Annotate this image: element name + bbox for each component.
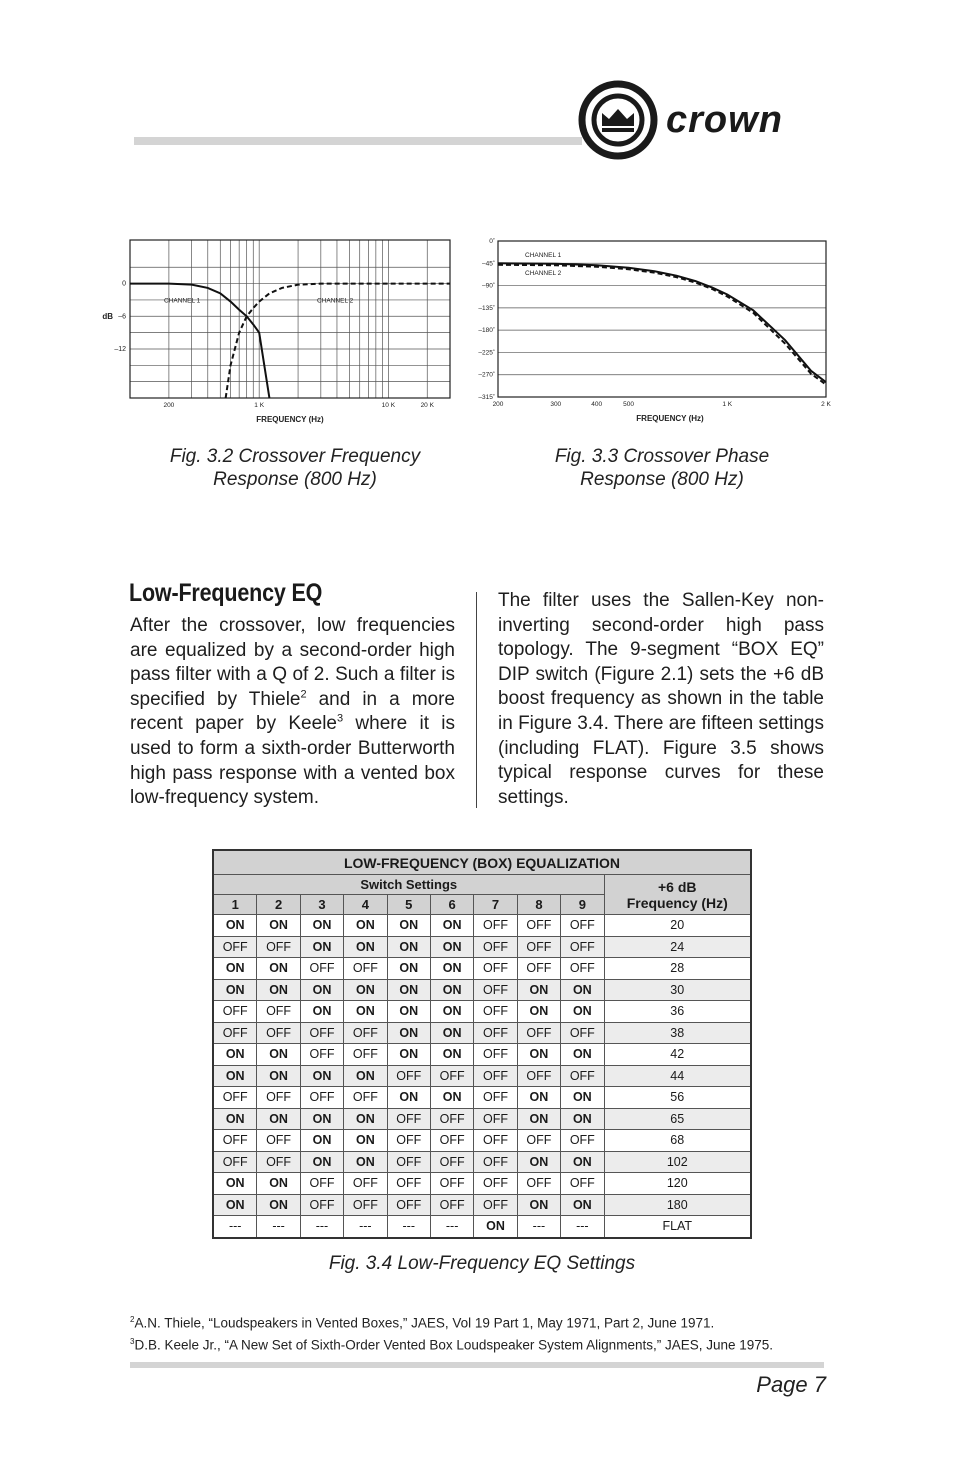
switch-cell: ---: [300, 1216, 343, 1238]
switch-cell: ON: [344, 915, 387, 937]
table-row: [213, 1044, 751, 1066]
series-label-channel-1: CHANNEL 1: [164, 297, 201, 305]
x-tick-label: 2 K: [821, 401, 831, 408]
header-rule: [134, 137, 582, 145]
switch-cell: ON: [257, 979, 300, 1001]
crossover-phase-chart: [470, 230, 840, 430]
switch-number-5: 5: [387, 895, 430, 915]
switch-cell: ON: [430, 958, 473, 980]
switch-cell: ON: [213, 1194, 257, 1216]
switch-cell: ON: [257, 915, 300, 937]
frequency-cell: 44: [604, 1065, 751, 1087]
y-tick-label: –270˚: [478, 371, 495, 379]
switch-cell: ---: [561, 1216, 604, 1238]
frequency-cell: 102: [604, 1151, 751, 1173]
switch-cell: OFF: [213, 1087, 257, 1109]
switch-cell: OFF: [430, 1173, 473, 1195]
switch-cell: ON: [561, 1194, 604, 1216]
switch-cell: OFF: [474, 979, 517, 1001]
switch-cell: ON: [344, 936, 387, 958]
switch-cell: ON: [430, 1022, 473, 1044]
switch-number-8: 8: [517, 895, 560, 915]
switch-cell: ON: [257, 1194, 300, 1216]
body-column-left: After the crossover, low frequencies are equalized by a second-order high pass filter with a Q of 2. Such a filter is specified by Thiele$^2$ and in a more recent paper by Keele$^3$ where it is used to form a sixth-order Butterworth high pass response with a vented box low-frequency system.: [130, 615, 455, 809]
switch-cell: ON: [430, 1087, 473, 1109]
body-column-right: The filter uses the Sallen-Key non-inverting second-order high pass topology. The 9-segment “BOX EQ” DIP switch (Figure 2.1) sets the +6 dB boost frequency as shown in the table in Figure 3.4. There are fifteen settings (including FLAT). Figure 3.5 shows typical response curves for these settings.: [498, 590, 824, 808]
table-row: [213, 1065, 751, 1087]
switch-cell: OFF: [213, 1022, 257, 1044]
footnote-2: $^2$A.N. Thiele, “Loudspeakers in Vented Boxes,” JAES, Vol 19 Part 1, May 1971, Part 2, June 1971.: [130, 1315, 715, 1331]
switch-cell: ON: [474, 1216, 517, 1238]
table-row: [213, 958, 751, 980]
switch-cell: ---: [387, 1216, 430, 1238]
switch-cell: ---: [430, 1216, 473, 1238]
switch-cell: ON: [561, 979, 604, 1001]
switch-cell: OFF: [517, 915, 560, 937]
switch-cell: ON: [387, 1022, 430, 1044]
frequency-cell: 36: [604, 1001, 751, 1023]
switch-cell: ON: [257, 1044, 300, 1066]
switch-cell: OFF: [344, 1194, 387, 1216]
fig32-caption: Fig. 3.2 Crossover Frequency Response (800 Hz): [169, 446, 421, 490]
switch-cell: ON: [430, 1044, 473, 1066]
x-tick-label: 1 K: [254, 402, 265, 409]
frequency-header: +6 dB Frequency (Hz): [604, 875, 751, 915]
switch-cell: OFF: [474, 1194, 517, 1216]
switch-cell: ON: [387, 1001, 430, 1023]
switch-cell: OFF: [474, 1151, 517, 1173]
switch-cell: OFF: [561, 915, 604, 937]
y-tick-label: 0˚: [489, 238, 495, 245]
switch-cell: OFF: [517, 1130, 560, 1152]
switch-cell: OFF: [561, 1173, 604, 1195]
switch-cell: ON: [344, 1130, 387, 1152]
switch-cell: ON: [300, 1065, 343, 1087]
switch-cell: ON: [517, 1151, 560, 1173]
series-label-channel-1: CHANNEL 1: [525, 252, 562, 259]
switch-cell: OFF: [474, 1130, 517, 1152]
x-tick-label: 10 K: [381, 402, 396, 409]
switch-cell: OFF: [517, 936, 560, 958]
switch-cell: ON: [300, 1108, 343, 1130]
switch-cell: ON: [387, 979, 430, 1001]
switch-cell: OFF: [213, 1001, 257, 1023]
switch-cell: ON: [344, 979, 387, 1001]
x-tick-label: 500: [623, 401, 634, 408]
switch-number-4: 4: [344, 895, 387, 915]
table-row: [213, 1173, 751, 1195]
y-tick-label: –135˚: [478, 304, 495, 312]
switch-cell: OFF: [387, 1151, 430, 1173]
brand-wordmark: crown: [666, 99, 783, 141]
y-tick-label: –6: [118, 313, 126, 321]
switch-cell: ON: [300, 1001, 343, 1023]
switch-cell: OFF: [344, 1044, 387, 1066]
x-tick-label: 300: [550, 401, 562, 408]
switch-cell: ON: [300, 1151, 343, 1173]
switch-cell: OFF: [387, 1130, 430, 1152]
switch-cell: ON: [517, 1194, 560, 1216]
crown-logo: [578, 80, 838, 160]
frequency-cell: 20: [604, 915, 751, 937]
switch-cell: ON: [517, 1001, 560, 1023]
x-axis-label: FREQUENCY (Hz): [256, 415, 324, 424]
switch-cell: OFF: [213, 1130, 257, 1152]
switch-cell: OFF: [344, 958, 387, 980]
x-tick-label: 400: [591, 401, 603, 408]
switch-cell: OFF: [387, 1108, 430, 1130]
y-tick-label: 0: [122, 280, 126, 288]
switch-cell: OFF: [517, 1065, 560, 1087]
switch-cell: ON: [344, 1001, 387, 1023]
frequency-cell: 42: [604, 1044, 751, 1066]
switch-settings-header: Switch Settings: [213, 875, 604, 895]
switch-cell: ON: [387, 936, 430, 958]
switch-cell: OFF: [300, 958, 343, 980]
table-row: [213, 1216, 751, 1238]
switch-cell: OFF: [344, 1173, 387, 1195]
table-row: [213, 979, 751, 1001]
switch-cell: ON: [213, 1108, 257, 1130]
frequency-cell: 24: [604, 936, 751, 958]
crown-icon: [602, 109, 634, 126]
switch-cell: ON: [517, 979, 560, 1001]
switch-cell: OFF: [257, 1087, 300, 1109]
switch-cell: ON: [430, 915, 473, 937]
switch-cell: ON: [257, 958, 300, 980]
x-tick-label: 200: [492, 401, 504, 408]
switch-cell: ---: [344, 1216, 387, 1238]
switch-cell: ON: [561, 1001, 604, 1023]
switch-number-2: 2: [257, 895, 300, 915]
switch-cell: ON: [300, 936, 343, 958]
switch-cell: ON: [387, 1087, 430, 1109]
switch-cell: ON: [257, 1108, 300, 1130]
table-row: [213, 915, 751, 937]
switch-cell: ON: [300, 979, 343, 1001]
switch-cell: OFF: [257, 1001, 300, 1023]
frequency-cell: 65: [604, 1108, 751, 1130]
switch-cell: OFF: [300, 1087, 343, 1109]
switch-cell: OFF: [300, 1022, 343, 1044]
switch-cell: OFF: [257, 1022, 300, 1044]
switch-cell: OFF: [387, 1173, 430, 1195]
frequency-cell: 38: [604, 1022, 751, 1044]
plot-frame: [130, 240, 450, 398]
switch-cell: OFF: [517, 1022, 560, 1044]
switch-cell: OFF: [561, 936, 604, 958]
table-row: [213, 1087, 751, 1109]
frequency-cell: 28: [604, 958, 751, 980]
switch-cell: ON: [344, 1151, 387, 1173]
switch-number-6: 6: [430, 895, 473, 915]
switch-cell: ON: [387, 958, 430, 980]
frequency-cell: 56: [604, 1087, 751, 1109]
switch-cell: ON: [561, 1087, 604, 1109]
switch-cell: OFF: [213, 1151, 257, 1173]
switch-cell: OFF: [561, 1130, 604, 1152]
switch-cell: ON: [387, 1044, 430, 1066]
switch-cell: ON: [561, 1151, 604, 1173]
y-tick-label: –180˚: [478, 327, 495, 335]
switch-cell: ---: [257, 1216, 300, 1238]
y-tick-label: –90˚: [481, 282, 495, 290]
switch-cell: OFF: [561, 1022, 604, 1044]
y-axis-label: dB: [102, 311, 113, 321]
series-line-2: [498, 265, 826, 385]
switch-cell: ON: [213, 958, 257, 980]
table-row: [213, 1108, 751, 1130]
switch-number-9: 9: [561, 895, 604, 915]
switch-cell: ON: [430, 936, 473, 958]
table-row: [213, 1151, 751, 1173]
switch-cell: OFF: [257, 1130, 300, 1152]
frequency-cell: FLAT: [604, 1216, 751, 1238]
switch-cell: OFF: [474, 1108, 517, 1130]
switch-cell: ON: [213, 915, 257, 937]
crossover-frequency-chart: [90, 230, 470, 430]
switch-cell: ON: [213, 979, 257, 1001]
table-row: [213, 1022, 751, 1044]
switch-cell: ON: [344, 1108, 387, 1130]
switch-cell: OFF: [474, 1065, 517, 1087]
switch-cell: ON: [257, 1173, 300, 1195]
switch-cell: ON: [344, 1065, 387, 1087]
switch-cell: ON: [561, 1108, 604, 1130]
switch-cell: OFF: [474, 936, 517, 958]
switch-cell: ON: [430, 979, 473, 1001]
series-label-channel-2: CHANNEL 2: [317, 297, 354, 305]
x-axis-label: FREQUENCY (Hz): [636, 414, 704, 423]
x-tick-label: 1 K: [722, 401, 733, 408]
switch-cell: ON: [257, 1065, 300, 1087]
switch-number-3: 3: [300, 895, 343, 915]
table-row: [213, 936, 751, 958]
table-row: [213, 1194, 751, 1216]
column-divider: [476, 592, 477, 808]
footnote-ref-2: 2: [300, 688, 307, 701]
switch-cell: OFF: [474, 958, 517, 980]
switch-cell: ON: [561, 1044, 604, 1066]
switch-number-7: 7: [474, 895, 517, 915]
y-tick-label: –315˚: [478, 394, 495, 401]
series-line-1: [498, 263, 826, 382]
switch-cell: OFF: [430, 1108, 473, 1130]
switch-cell: OFF: [561, 958, 604, 980]
y-tick-label: –12: [114, 345, 126, 353]
frequency-cell: 68: [604, 1130, 751, 1152]
switch-cell: ON: [300, 915, 343, 937]
table-row: [213, 1130, 751, 1152]
x-tick-label: 200: [163, 402, 175, 409]
frequency-cell: 120: [604, 1173, 751, 1195]
switch-cell: ON: [517, 1108, 560, 1130]
switch-cell: OFF: [474, 1173, 517, 1195]
fig34-caption: Fig. 3.4 Low-Frequency EQ Settings: [328, 1253, 636, 1274]
switch-cell: OFF: [561, 1065, 604, 1087]
switch-cell: OFF: [474, 1022, 517, 1044]
switch-cell: OFF: [387, 1065, 430, 1087]
switch-cell: OFF: [257, 936, 300, 958]
switch-cell: ---: [517, 1216, 560, 1238]
footnote-3: $^3$D.B. Keele Jr., “A New Set of Sixth-Order Vented Box Loudspeaker System Alignments,” JAES, June 1975.: [130, 1336, 774, 1352]
switch-number-1: 1: [213, 895, 257, 915]
x-tick-label: 20 K: [420, 402, 434, 409]
switch-cell: OFF: [474, 1044, 517, 1066]
switch-cell: OFF: [387, 1194, 430, 1216]
switch-cell: OFF: [344, 1087, 387, 1109]
y-tick-label: –45˚: [481, 260, 495, 268]
frequency-cell: 180: [604, 1194, 751, 1216]
switch-cell: ON: [213, 1173, 257, 1195]
switch-cell: OFF: [213, 936, 257, 958]
page-number: Page 7: [756, 1372, 826, 1397]
fig33-caption: Fig. 3.3 Crossover Phase Response (800 Hz): [554, 446, 770, 490]
table-body: [213, 915, 751, 1238]
switch-cell: OFF: [430, 1194, 473, 1216]
table-row: [213, 1001, 751, 1023]
switch-cell: OFF: [300, 1173, 343, 1195]
switch-cell: ON: [213, 1065, 257, 1087]
switch-cell: ON: [387, 915, 430, 937]
section-heading: Low-Frequency EQ: [129, 579, 323, 607]
switch-cell: OFF: [344, 1022, 387, 1044]
switch-cell: ---: [213, 1216, 257, 1238]
switch-cell: OFF: [300, 1194, 343, 1216]
switch-cell: ON: [300, 1130, 343, 1152]
switch-cell: OFF: [517, 1173, 560, 1195]
y-tick-label: –225˚: [478, 349, 495, 357]
switch-cell: OFF: [474, 1087, 517, 1109]
footer-rule: [130, 1362, 824, 1368]
switch-cell: OFF: [430, 1065, 473, 1087]
switch-cell: OFF: [257, 1151, 300, 1173]
footnotes: [130, 1311, 830, 1354]
switch-cell: OFF: [474, 915, 517, 937]
switch-cell: ON: [517, 1087, 560, 1109]
switch-cell: OFF: [430, 1151, 473, 1173]
switch-cell: OFF: [430, 1130, 473, 1152]
eq-settings-table: [212, 849, 752, 1239]
switch-cell: OFF: [300, 1044, 343, 1066]
frequency-cell: 30: [604, 979, 751, 1001]
series-label-channel-2: CHANNEL 2: [525, 270, 562, 277]
switch-cell: OFF: [517, 958, 560, 980]
switch-cell: ON: [430, 1001, 473, 1023]
switch-cell: OFF: [474, 1001, 517, 1023]
footnote-ref-3: 3: [336, 713, 344, 726]
switch-cell: ON: [517, 1044, 560, 1066]
switch-cell: ON: [213, 1044, 257, 1066]
table-title: LOW-FREQUENCY (BOX) EQUALIZATION: [213, 850, 751, 875]
